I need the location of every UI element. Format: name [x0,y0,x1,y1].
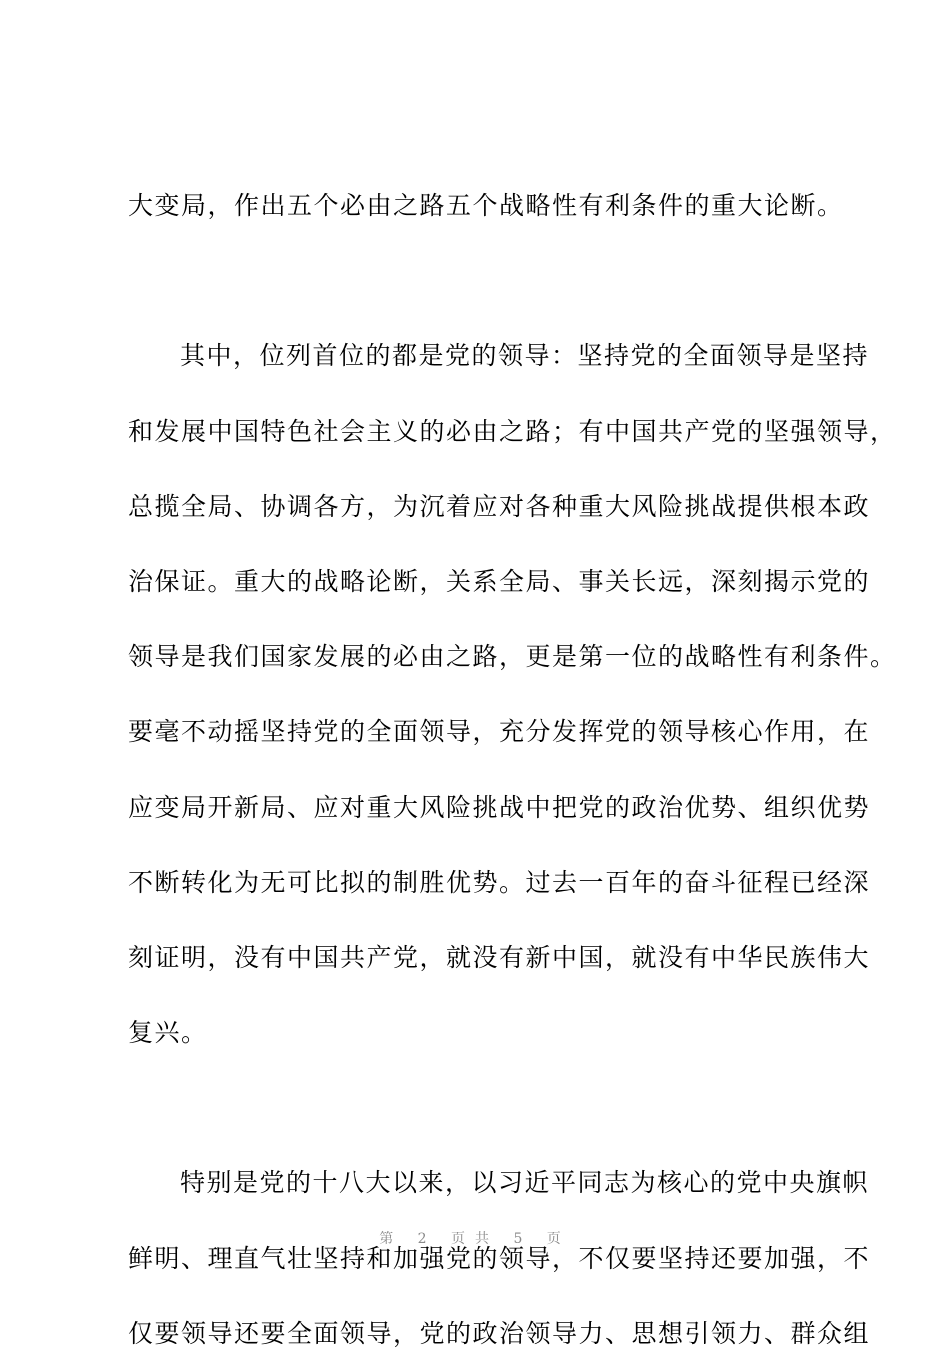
text-line: 复兴。 [128,1018,208,1048]
text-line: 大变局，作出五个必由之路五个战略性有利条件的重大论断。 [128,191,844,220]
text-line: 其中，位列首位的都是党的领导：坚持党的全面领导是坚持 [180,341,870,371]
text-line: 特别是党的十八大以来，以习近平同志为核心的党中央旗帜 [180,1168,870,1198]
text-line: 刻证明，没有中国共产党，就没有新中国，就没有中华民族伟大 [128,942,871,972]
text-line: 应变局开新局、应对重大风险挑战中把党的政治优势、组织优势 [128,792,871,822]
blank-line [128,1070,843,1145]
text-line: 要毫不动摇坚持党的全面领导，充分发挥党的领导核心作用，在 [128,717,871,747]
text-line: 鲜明、理直气壮坚持和加强党的领导，不仅要坚持还要加强，不 [128,1243,871,1273]
text-line: 不断转化为无可比拟的制胜优势。过去一百年的奋斗征程已经深 [128,867,871,897]
text-line: 和发展中国特色社会主义的必由之路；有中国共产党的坚强领导， [128,416,897,446]
blank-line [128,243,843,318]
text-line: 领导是我们国家发展的必由之路，更是第一位的战略性有利条件。 [128,642,897,672]
text-line: 治保证。重大的战略论断，关系全局、事关长远，深刻揭示党的 [128,566,871,596]
text-line: 仅要领导还要全面领导，党的政治领导力、思想引领力、群众组 [128,1318,871,1348]
body-text [128,168,897,1371]
text-line: 总揽全局、协调各方，为沉着应对各种重大风险挑战提供根本政 [128,491,871,521]
page-number-footer: 第 2 页共 5 页 [379,1231,571,1247]
